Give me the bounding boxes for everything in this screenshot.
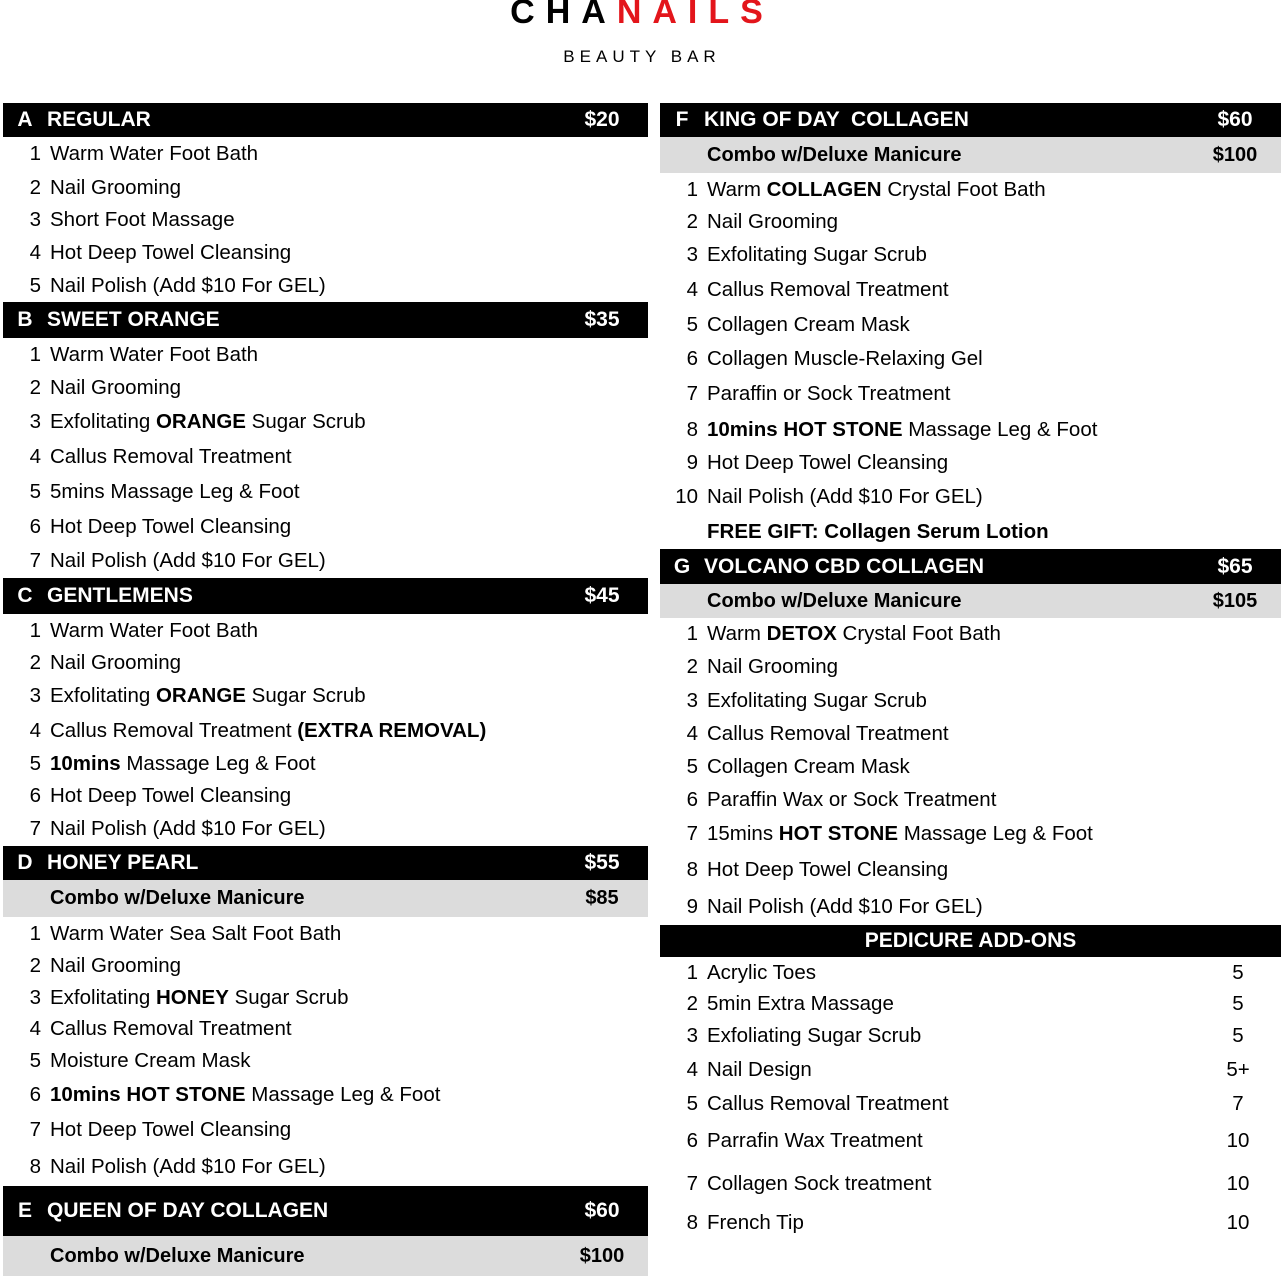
item-text-part: Callus Removal Treatment xyxy=(50,719,298,742)
item-number: 5 xyxy=(29,273,41,297)
item-text xyxy=(41,954,648,978)
brand-subtitle: BEAUTY BAR xyxy=(563,47,721,66)
section-letter: E xyxy=(17,1199,32,1222)
item-text xyxy=(698,822,1281,846)
list-item xyxy=(660,1086,1281,1121)
right-menu-column xyxy=(660,103,1281,1239)
item-number: 4 xyxy=(29,444,41,468)
item-text-part: Massage Leg & Foot xyxy=(898,822,1093,845)
section-price: $45 xyxy=(584,584,620,607)
list-item xyxy=(3,439,648,474)
item-text-part: Warm xyxy=(707,177,767,201)
brand-part2: NAILS xyxy=(616,0,774,31)
list-item xyxy=(3,171,648,204)
item-number: 3 xyxy=(29,409,41,433)
list-item xyxy=(3,1077,648,1112)
item-number: 8 xyxy=(686,417,698,441)
list-item xyxy=(3,950,648,982)
list-item xyxy=(660,479,1281,515)
item-text xyxy=(41,1083,648,1107)
list-item xyxy=(3,779,648,812)
item-text xyxy=(41,208,648,232)
section-price: $60 xyxy=(584,1199,620,1222)
section-letter: F xyxy=(675,108,689,131)
item-text-part: Warm Water Foot Bath xyxy=(50,342,259,366)
item-number: 3 xyxy=(686,1024,698,1047)
item-text-part: Collagen Muscle-Relaxing Gel xyxy=(707,347,983,370)
item-text-part: Nail Polish (Add $10 For GEL) xyxy=(707,485,983,508)
item-text xyxy=(698,788,1281,812)
section-price: $20 xyxy=(584,108,620,131)
item-number: 7 xyxy=(686,382,698,405)
item-text xyxy=(698,1129,1195,1153)
list-item xyxy=(660,446,1281,479)
item-price: 10 xyxy=(1226,1210,1250,1234)
item-text-part: Nail Polish (Add $10 For GEL) xyxy=(50,1155,326,1178)
item-number: 6 xyxy=(29,783,41,807)
section-price: $35 xyxy=(584,308,620,331)
list-item xyxy=(660,684,1281,718)
item-text xyxy=(41,176,648,200)
item-text-bold: DETOX xyxy=(766,622,837,645)
list-item xyxy=(3,647,648,679)
item-text xyxy=(41,986,648,1010)
section-price: $65 xyxy=(1217,554,1253,578)
section-title: REGULAR xyxy=(47,108,151,131)
item-number: 7 xyxy=(29,548,41,572)
section-price: $55 xyxy=(584,851,620,874)
list-item xyxy=(3,510,648,543)
item-text-part: Parrafin Wax Treatment xyxy=(707,1129,923,1152)
list-item xyxy=(3,1044,648,1077)
item-text-part: Exfolitating Sugar Scrub xyxy=(707,689,927,712)
section-header xyxy=(3,578,648,614)
item-text-part: Callus Removal Treatment xyxy=(707,277,949,301)
list-item xyxy=(3,543,648,578)
list-item xyxy=(660,888,1281,925)
item-text xyxy=(698,992,1195,1016)
section-title: VOLCANO CBD COLLAGEN xyxy=(704,554,984,578)
item-text-part: Massage Leg & Foot xyxy=(245,1082,441,1106)
item-text-part: Warm Water Sea Salt Foot Bath xyxy=(50,921,342,945)
item-text xyxy=(698,278,1281,302)
section-letter: A xyxy=(17,108,33,131)
item-number: 2 xyxy=(686,210,698,233)
item-text-part: Hot Deep Towel Cleansing xyxy=(707,450,949,474)
item-number: 1 xyxy=(686,960,698,984)
item-number: 6 xyxy=(29,514,41,538)
item-text xyxy=(698,243,1281,267)
item-number: 4 xyxy=(686,1057,698,1081)
item-text xyxy=(41,619,648,643)
item-text xyxy=(41,651,648,675)
item-text-part: Hot Deep Towel Cleansing xyxy=(50,783,292,807)
item-text xyxy=(698,1172,1195,1196)
list-item xyxy=(3,749,648,779)
list-item xyxy=(660,650,1281,684)
item-text xyxy=(41,142,648,166)
item-number: 2 xyxy=(29,954,41,977)
item-text xyxy=(698,1211,1195,1235)
combo-title: Combo w/Deluxe Manicure xyxy=(707,143,962,166)
item-number: 7 xyxy=(686,822,698,845)
item-text-part: Exfolitating xyxy=(50,985,156,1009)
brand-part1: CHA xyxy=(510,0,617,31)
item-number: 7 xyxy=(686,1171,698,1195)
item-number: 2 xyxy=(29,175,41,199)
item-text xyxy=(698,451,1281,475)
item-text-part: French Tip xyxy=(707,1210,804,1234)
item-number: 4 xyxy=(29,719,41,742)
combo-row xyxy=(660,137,1281,173)
section-header xyxy=(3,846,648,880)
item-number: 3 xyxy=(29,985,41,1009)
item-text xyxy=(41,817,648,841)
item-text-bold: 10mins HOT STONE xyxy=(707,417,903,441)
list-item xyxy=(660,1206,1281,1239)
item-text-part: Crystal Foot Bath xyxy=(836,622,1001,645)
item-number: 2 xyxy=(686,991,698,1015)
item-text xyxy=(41,515,648,539)
item-number: 1 xyxy=(686,622,698,645)
section-title: SWEET ORANGE xyxy=(47,308,220,331)
section-header xyxy=(3,302,648,338)
item-text xyxy=(698,895,1281,919)
section-header xyxy=(3,1186,648,1236)
item-text xyxy=(698,485,1281,509)
item-text-part: Callus Removal Treatment xyxy=(707,1091,949,1115)
item-text-part: Warm Water Foot Bath xyxy=(50,618,259,642)
item-text-part: Callus Removal Treatment xyxy=(707,722,949,745)
item-number: 6 xyxy=(686,788,698,811)
item-text xyxy=(41,274,648,298)
item-number: 6 xyxy=(686,347,698,370)
section-title: GENTLEMENS xyxy=(47,584,193,607)
item-number: 8 xyxy=(686,1210,698,1234)
list-item xyxy=(3,474,648,510)
item-text xyxy=(41,480,648,504)
item-number: 9 xyxy=(686,450,698,474)
combo-title: Combo w/Deluxe Manicure xyxy=(50,887,305,909)
item-text xyxy=(41,1049,648,1073)
list-item xyxy=(3,404,648,439)
item-number: 4 xyxy=(686,277,698,301)
item-text-part: Nail Grooming xyxy=(50,651,182,674)
item-text-bold: ORANGE xyxy=(155,684,246,707)
list-item xyxy=(660,307,1281,343)
item-text xyxy=(698,313,1281,337)
combo-price: $105 xyxy=(1212,589,1258,612)
item-price: 10 xyxy=(1226,1129,1250,1152)
item-text-part: Paraffin or Sock Treatment xyxy=(707,382,951,405)
section-title: QUEEN OF DAY COLLAGEN xyxy=(47,1199,329,1222)
list-item xyxy=(660,1053,1281,1086)
combo-title: Combo w/Deluxe Manicure xyxy=(50,1244,305,1267)
item-text xyxy=(41,410,648,434)
list-item xyxy=(3,204,648,236)
item-text xyxy=(698,655,1281,679)
item-number: 3 xyxy=(29,208,41,231)
item-text xyxy=(41,1017,648,1041)
item-text-part: Collagen Cream Mask xyxy=(707,755,910,778)
list-item xyxy=(660,618,1281,650)
item-number: 5 xyxy=(686,313,698,336)
item-text-bold: HOT STONE xyxy=(778,822,898,845)
list-item xyxy=(3,982,648,1013)
item-text xyxy=(41,343,648,367)
section-title: PEDICURE ADD-ONS xyxy=(864,929,1077,952)
combo-price: $85 xyxy=(585,887,619,909)
item-number: 2 xyxy=(29,375,41,399)
item-text-part: Nail Polish (Add $10 For GEL) xyxy=(707,894,983,918)
item-text-part: Paraffin Wax or Sock Treatment xyxy=(707,788,997,811)
item-text-part: Nail Polish (Add $10 For GEL) xyxy=(50,817,326,840)
item-text-part: Sugar Scrub xyxy=(228,985,349,1009)
list-item xyxy=(660,784,1281,816)
item-number: 1 xyxy=(29,142,41,165)
item-text xyxy=(41,1118,648,1142)
item-number: 5 xyxy=(29,752,41,775)
item-number: 4 xyxy=(29,1016,41,1040)
list-item xyxy=(660,718,1281,750)
item-text-bold: (EXTRA REMOVAL) xyxy=(297,719,487,742)
item-number: 1 xyxy=(29,342,41,366)
item-number: 3 xyxy=(686,689,698,712)
item-number: 1 xyxy=(29,618,41,642)
combo-row xyxy=(3,880,648,917)
list-item xyxy=(3,713,648,749)
item-text-bold: HONEY xyxy=(155,985,229,1009)
item-text xyxy=(698,382,1281,406)
item-text xyxy=(41,752,648,776)
item-number: 2 xyxy=(686,655,698,678)
item-number: 4 xyxy=(29,240,41,264)
item-text-part: Massage Leg & Foot xyxy=(120,752,316,775)
list-item xyxy=(3,679,648,713)
item-text-part: Acrylic Toes xyxy=(707,960,816,984)
item-text xyxy=(698,961,1195,985)
section-title: HONEY PEARL xyxy=(47,851,199,874)
section-header xyxy=(660,103,1281,137)
item-text-part: Crystal Foot Bath xyxy=(881,177,1046,201)
section-header xyxy=(660,925,1281,957)
item-text-part: Nail Grooming xyxy=(50,954,182,977)
list-item xyxy=(660,413,1281,446)
item-text-part: 5mins Massage Leg & Foot xyxy=(50,480,300,503)
item-text-part: Collagen Cream Mask xyxy=(707,313,910,336)
list-item xyxy=(660,816,1281,852)
left-menu-column xyxy=(3,103,648,1276)
item-number: 7 xyxy=(29,1118,41,1141)
item-text-part: Hot Deep Towel Cleansing xyxy=(50,240,292,264)
item-number: 5 xyxy=(29,1048,41,1072)
free-gift-note: FREE GIFT: Collagen Serum Lotion xyxy=(707,520,1049,543)
list-item xyxy=(660,988,1281,1019)
section-title: KING OF DAY COLLAGEN xyxy=(704,108,969,131)
item-text xyxy=(41,445,648,469)
list-item xyxy=(3,1148,648,1186)
item-text xyxy=(698,1024,1195,1048)
item-number: 6 xyxy=(29,1082,41,1106)
list-item xyxy=(660,375,1281,413)
item-price: 5 xyxy=(1232,991,1244,1015)
item-text xyxy=(41,376,648,400)
item-text-part: Nail Grooming xyxy=(707,655,839,678)
item-number: 8 xyxy=(686,858,698,881)
list-item xyxy=(3,917,648,950)
item-number: 10 xyxy=(675,485,698,508)
item-number: 1 xyxy=(29,921,41,945)
list-item xyxy=(660,238,1281,272)
item-price: 10 xyxy=(1226,1171,1250,1195)
section-header xyxy=(660,549,1281,584)
list-item xyxy=(660,750,1281,784)
item-text xyxy=(698,689,1281,713)
item-text-part: Nail Grooming xyxy=(707,210,839,233)
item-number: 4 xyxy=(686,722,698,745)
item-text-part: Collagen Sock treatment xyxy=(707,1171,932,1195)
item-text xyxy=(41,1155,648,1179)
item-text-part: Nail Polish (Add $10 For GEL) xyxy=(50,273,326,297)
item-price: 7 xyxy=(1232,1091,1244,1115)
item-text-part: Nail Design xyxy=(707,1057,812,1081)
item-text-part: Warm Water Foot Bath xyxy=(50,142,259,165)
item-number: 2 xyxy=(29,651,41,674)
list-item xyxy=(3,137,648,171)
item-price: 5 xyxy=(1232,960,1244,984)
item-number: 5 xyxy=(29,480,41,503)
item-text-part: 5min Extra Massage xyxy=(707,991,894,1015)
list-item xyxy=(660,1161,1281,1206)
item-text xyxy=(698,1058,1195,1082)
item-text xyxy=(698,858,1281,882)
item-text xyxy=(698,418,1281,442)
item-text-bold: ORANGE xyxy=(155,409,246,433)
item-text-part: Nail Grooming xyxy=(50,175,182,199)
item-text xyxy=(41,241,648,265)
section-header xyxy=(3,103,648,137)
list-item xyxy=(660,173,1281,206)
item-text xyxy=(698,347,1281,371)
item-text xyxy=(41,549,648,573)
section-letter: G xyxy=(673,554,691,578)
list-item xyxy=(660,1019,1281,1053)
item-number: 8 xyxy=(29,1155,41,1178)
list-item xyxy=(3,1013,648,1044)
list-item xyxy=(3,269,648,302)
item-number: 3 xyxy=(29,684,41,707)
section-letter: D xyxy=(17,851,33,874)
item-text-part: Callus Removal Treatment xyxy=(50,1016,292,1040)
item-text-part: Exfolitating Sugar Scrub xyxy=(707,243,927,266)
item-price: 5+ xyxy=(1226,1057,1250,1081)
item-number: 6 xyxy=(686,1129,698,1152)
item-text-bold: 10mins xyxy=(50,752,121,775)
item-text xyxy=(41,684,648,708)
item-number: 9 xyxy=(686,894,698,918)
item-text xyxy=(698,1092,1195,1116)
list-item xyxy=(660,957,1281,988)
item-text-part: Callus Removal Treatment xyxy=(50,444,292,468)
list-item xyxy=(3,812,648,846)
item-text-part: Short Foot Massage xyxy=(50,208,235,231)
item-text-part: Exfolitating xyxy=(50,409,156,433)
list-item xyxy=(660,1121,1281,1161)
item-number: 7 xyxy=(29,817,41,840)
item-text xyxy=(41,784,648,808)
item-text xyxy=(698,722,1281,746)
item-text-part: Hot Deep Towel Cleansing xyxy=(50,514,292,538)
combo-row xyxy=(3,1236,648,1276)
item-number: 5 xyxy=(686,1091,698,1115)
combo-price: $100 xyxy=(1212,143,1258,166)
section-price: $60 xyxy=(1217,108,1253,131)
combo-title: Combo w/Deluxe Manicure xyxy=(707,589,962,612)
item-text-bold: COLLAGEN xyxy=(766,177,882,201)
section-letter: C xyxy=(17,584,33,607)
item-text xyxy=(698,755,1281,779)
item-text-part: Hot Deep Towel Cleansing xyxy=(707,858,949,881)
list-item xyxy=(660,272,1281,307)
list-item xyxy=(660,343,1281,375)
item-text-part: Massage Leg & Foot xyxy=(902,417,1098,441)
item-text xyxy=(698,178,1281,202)
list-item xyxy=(3,338,648,371)
item-number: 1 xyxy=(686,177,698,201)
list-item xyxy=(3,1112,648,1148)
item-text-part: Exfoliating Sugar Scrub xyxy=(707,1024,922,1047)
item-text-part: Hot Deep Towel Cleansing xyxy=(50,1118,292,1141)
item-text xyxy=(41,922,648,946)
list-item xyxy=(660,852,1281,888)
item-text-part: Nail Polish (Add $10 For GEL) xyxy=(50,548,326,572)
item-text-part: 15mins xyxy=(707,822,779,845)
combo-price: $100 xyxy=(579,1244,625,1267)
item-text-part: Warm xyxy=(707,622,767,645)
item-text xyxy=(41,719,648,743)
item-text xyxy=(698,210,1281,234)
item-text-part: Sugar Scrub xyxy=(245,409,366,433)
item-text-part: Sugar Scrub xyxy=(245,684,366,707)
list-item xyxy=(3,371,648,404)
item-price: 5 xyxy=(1232,1024,1244,1047)
section-letter: B xyxy=(17,308,33,331)
item-text-part: Moisture Cream Mask xyxy=(50,1048,251,1072)
item-number: 3 xyxy=(686,243,698,266)
brand-logo xyxy=(0,0,1284,32)
item-text-bold: 10mins HOT STONE xyxy=(50,1082,246,1106)
list-item xyxy=(660,206,1281,238)
item-text xyxy=(698,622,1281,646)
item-number: 5 xyxy=(686,755,698,778)
item-text-part: Nail Grooming xyxy=(50,375,182,399)
list-item xyxy=(3,614,648,647)
combo-row xyxy=(660,584,1281,618)
item-text-part: Exfolitating xyxy=(50,684,156,707)
list-item xyxy=(3,236,648,269)
